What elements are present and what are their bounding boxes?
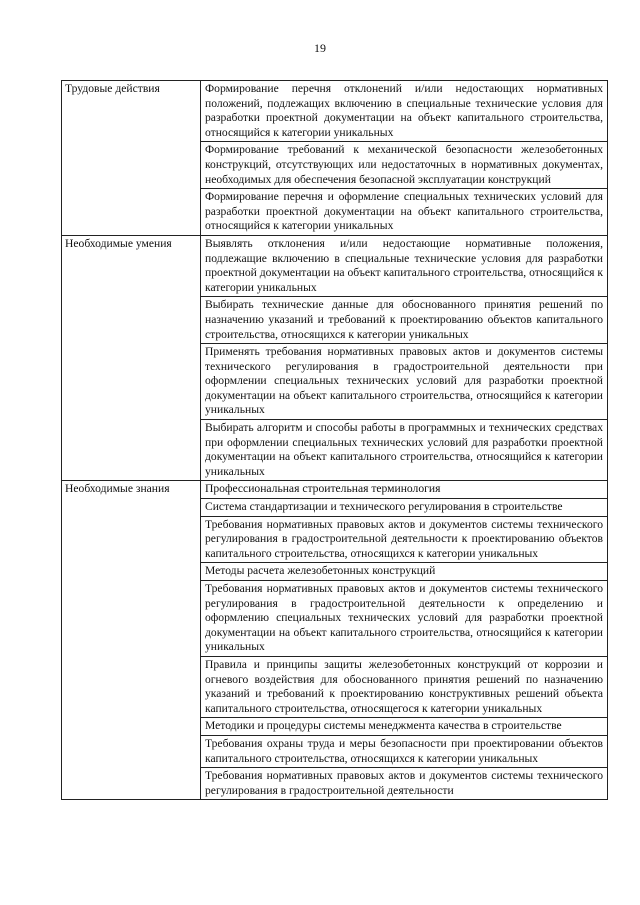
list-item: Выбирать алгоритм и способы работы в программных и технических средствах при оформлении специальных технических условий для разработки проектной документации на объект капитального строительства, относящийся к категории уникальных: [205, 421, 603, 478]
list-item: Профессиональная строительная терминология: [201, 481, 607, 499]
list-item: Требования нормативных правовых актов и документов системы технического регулирования в градостроительной деятельности: [205, 769, 603, 797]
section-label: Необходимые умения: [62, 235, 201, 481]
qualification-table: [61, 80, 608, 800]
section-items: [201, 235, 608, 481]
section-row-required-skills: [62, 235, 608, 481]
list-item: Формирование перечня отклонений и/или недостающих нормативных положений, подлежащих включению в специальные технические условия для разработки проектной документации на объект капитального строительства, относящийся к категории уникальных: [201, 81, 607, 142]
list-item: Формирование требований к механической безопасности железобетонных конструкций, отсутствующих или недостаточных в нормативных документах, необходимых для обеспечения безопасной эксплуатации конструкций: [201, 142, 607, 189]
section-row-labor-actions: [62, 81, 608, 236]
section-items: [201, 81, 608, 236]
section-label: Трудовые действия: [62, 81, 201, 236]
page-number: 19: [314, 41, 326, 55]
list-item: Требования нормативных правовых актов и документов системы технического регулирования в градостроительной деятельности к проектированию объектов капитального строительства, относящихся к категории уникальных: [201, 517, 607, 564]
list-item: Формирование перечня и оформление специальных технических условий для разработки проектной документации на объект капитального строительства, относящийся к категории уникальных: [205, 190, 603, 233]
section-row-required-knowledge: [62, 481, 608, 800]
list-item: Методики и процедуры системы менеджмента качества в строительстве: [201, 718, 607, 736]
section-items: [201, 481, 608, 800]
list-item: Применять требования нормативных правовых актов и документов системы технического регулирования в градостроительной деятельности при оформлении специальных технических условий для разработки проектной документации на объект капитального строительства, относящийся к категории уникальных: [201, 344, 607, 420]
section-label: Необходимые знания: [62, 481, 201, 800]
list-item: Требования охраны труда и меры безопасности при проектировании объектов капитального строительства, относящихся к категории уникальных: [201, 736, 607, 768]
list-item: Выбирать технические данные для обоснованного принятия решений по назначению указаний и требований к проектированию объектов капитального строительства, относящихся к категории уникальных: [201, 297, 607, 344]
list-item: Выявлять отклонения и/или недостающие нормативные положения, подлежащие включению в специальные технические условия для разработки проектной документации на объект капитального строительства, относящийся к категории уникальных: [201, 236, 607, 297]
list-item: Правила и принципы защиты железобетонных конструкций от коррозии и огневого воздействия для обоснованного принятия решений по назначению указаний и требований к проектированию конструктивных решений объекта капитального строительства, относящегося к категории уникальных: [201, 657, 607, 718]
list-item: Система стандартизации и технического регулирования в строительстве: [201, 499, 607, 517]
list-item: Требования нормативных правовых актов и документов системы технического регулирования в градостроительной деятельности к определению и оформлению специальных технических условий для разработки проектной документации на объект капитального строительства, относящийся к категории уникальных: [201, 581, 607, 657]
list-item: Методы расчета железобетонных конструкций: [201, 563, 607, 581]
